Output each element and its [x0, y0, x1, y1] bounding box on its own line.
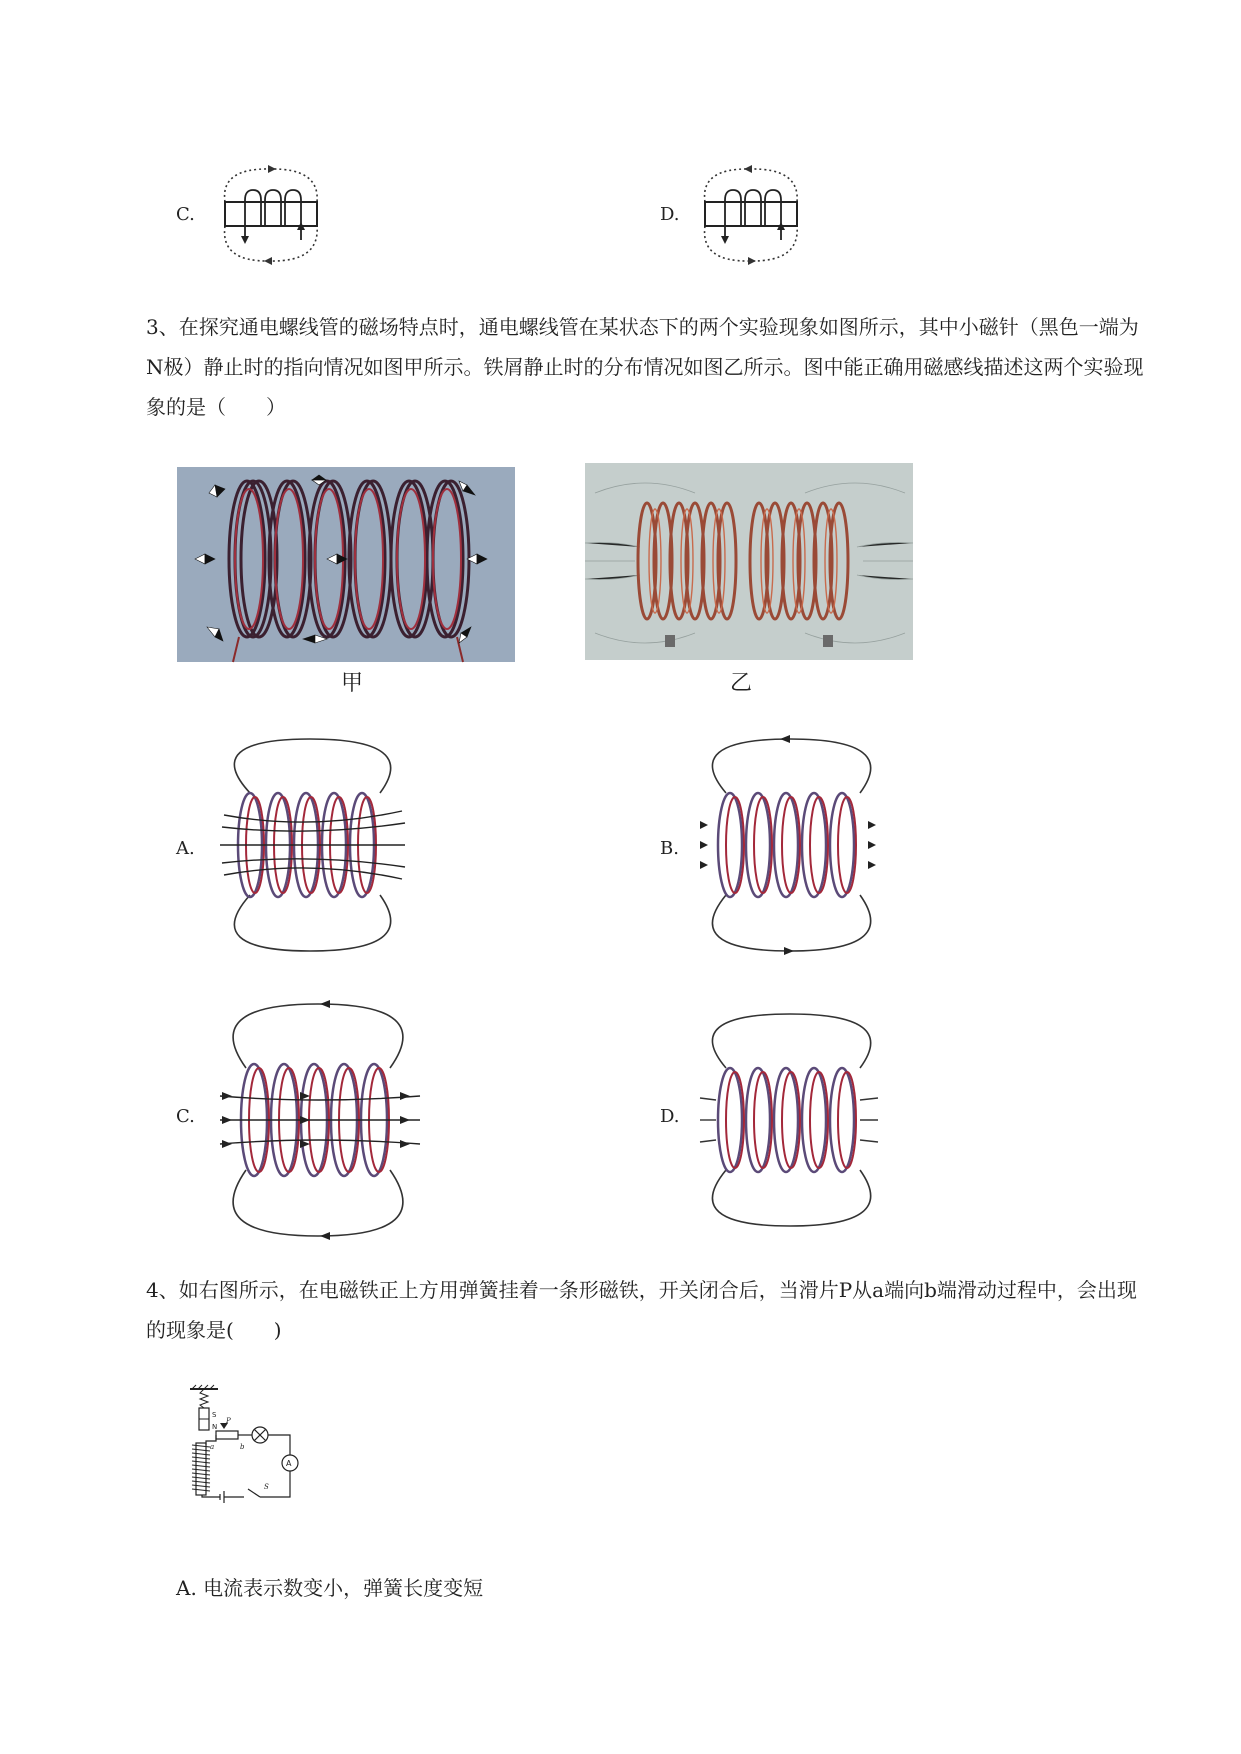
q4-ammeter-label: A: [286, 1459, 292, 1468]
q4-option-a[interactable]: A. 电流表示数变小，弹簧长度变短: [176, 1576, 484, 1600]
q3-photo-yi: [585, 463, 913, 660]
q2-option-d-diagram: [690, 160, 810, 270]
q3-photo-yi-caption: 乙: [730, 671, 753, 696]
q3-photo-jia-caption: 甲: [341, 671, 364, 696]
q3-question-text: 3、在探究通电螺线管的磁场特点时，通电螺线管在某状态下的两个实验现象如图所示，其中小磁针（黑色一端为N极）静止时的指向情况如图甲所示。铁屑静止时的分布情况如图乙所示。图中能正确用磁感线描述这两个实验现象的是（ ）: [146, 315, 1144, 419]
q3-option-d-diagram: [690, 1010, 900, 1230]
q4-label-switch-s: S: [264, 1483, 269, 1491]
q3-option-a-diagram: [210, 735, 420, 955]
q2-option-c-label[interactable]: C.: [176, 204, 195, 225]
q3-option-b-diagram: [690, 735, 900, 955]
q3-option-c-label[interactable]: C.: [176, 1106, 195, 1127]
q4-label-p: P: [226, 1417, 231, 1425]
q4-question-text: 4、如右图所示，在电磁铁正上方用弹簧挂着一条形磁铁，开关闭合后，当滑片P从a端向b端滑动过程中，会出现的现象是( ): [146, 1278, 1137, 1342]
q3-option-a-label[interactable]: A.: [176, 838, 195, 859]
q4-label-a: a: [210, 1443, 215, 1451]
q3-photo-jia: [177, 467, 515, 662]
q4-label-n: N: [212, 1423, 218, 1431]
q2-option-d-label[interactable]: D.: [660, 204, 680, 225]
q4-label-b: b: [240, 1443, 245, 1451]
q3-option-d-label[interactable]: D.: [660, 1106, 680, 1127]
q3-option-c-diagram: [210, 1000, 430, 1240]
q3-option-b-label[interactable]: B.: [660, 838, 679, 859]
q2-option-c-diagram: [210, 160, 330, 270]
q4-label-s-top: S: [212, 1411, 217, 1419]
q4-circuit-diagram: [180, 1385, 320, 1515]
